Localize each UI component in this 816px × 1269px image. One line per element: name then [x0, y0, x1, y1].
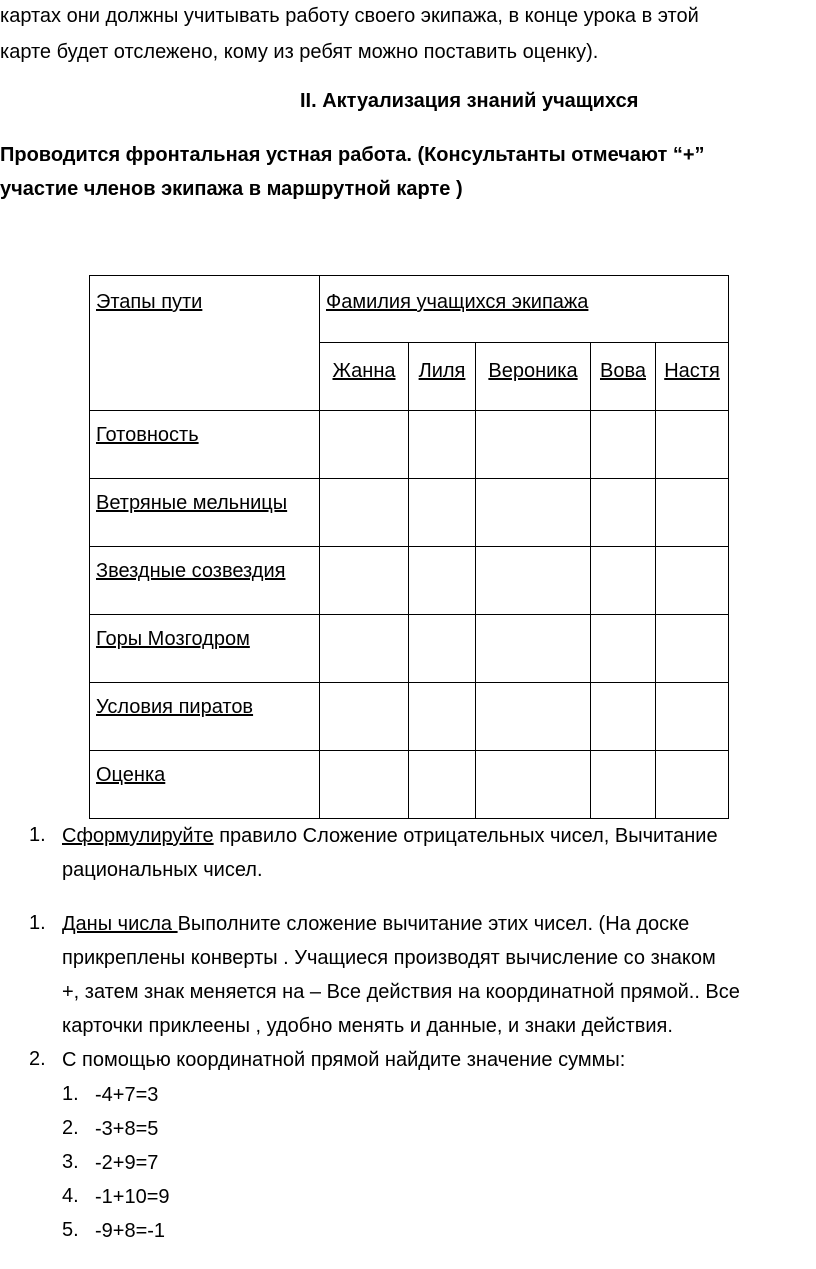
list2-item1-underlined: Даны числа — [62, 913, 178, 935]
mark-cell[interactable] — [656, 479, 729, 547]
mark-cell[interactable] — [476, 683, 591, 751]
stages-header — [90, 276, 320, 411]
sub-item-expression: -2+9=7 — [95, 1152, 159, 1174]
mark-cell[interactable] — [476, 479, 591, 547]
sub-item-number: 4. — [62, 1185, 79, 1207]
sub-item-number: 5. — [62, 1219, 79, 1241]
mark-cell[interactable] — [320, 615, 409, 683]
mark-cell[interactable] — [320, 547, 409, 615]
table-row — [90, 751, 729, 819]
mark-cell[interactable] — [409, 683, 476, 751]
list2-item2-text: С помощью координатной прямой найдите значение суммы: — [62, 1049, 626, 1071]
table-row — [90, 479, 729, 547]
list1-line-1 — [62, 819, 718, 853]
list1-number: 1. — [29, 824, 46, 846]
table-row — [90, 683, 729, 751]
sub-item-expression: -1+10=9 — [95, 1186, 170, 1208]
mark-cell[interactable] — [591, 547, 656, 615]
table-row — [90, 547, 729, 615]
list2-item2-number: 2. — [29, 1048, 46, 1070]
route-map-table — [89, 275, 729, 819]
list1-line-2: рациональных чисел. — [62, 859, 263, 881]
mark-cell[interactable] — [409, 479, 476, 547]
student-header-nastya: Настя — [656, 343, 729, 411]
mark-cell[interactable] — [476, 411, 591, 479]
stage-cell: Условия пиратов — [90, 683, 320, 751]
mark-cell[interactable] — [476, 547, 591, 615]
mark-cell[interactable] — [409, 751, 476, 819]
mark-cell[interactable] — [591, 683, 656, 751]
sub-item-number: 3. — [62, 1151, 79, 1173]
mark-cell[interactable] — [320, 683, 409, 751]
mark-cell[interactable] — [591, 479, 656, 547]
mark-cell[interactable] — [656, 615, 729, 683]
stage-cell: Оценка — [90, 751, 320, 819]
sub-item-expression: -3+8=5 — [95, 1118, 159, 1140]
mark-cell[interactable] — [656, 751, 729, 819]
mark-cell[interactable] — [591, 411, 656, 479]
list1-rest: правило Сложение отрицательных чисел, Вычитание — [213, 825, 718, 847]
stage-cell: Горы Мозгодром — [90, 615, 320, 683]
stage-cell: Звездные созвездия — [90, 547, 320, 615]
mark-cell[interactable] — [476, 751, 591, 819]
mark-cell[interactable] — [320, 479, 409, 547]
list2-item1-line-4: карточки приклеены , удобно менять и данные, и знаки действия. — [62, 1015, 673, 1037]
student-header-veronika: Вероника — [476, 343, 591, 411]
list2-item1-line-2: прикреплены конверты . Учащиеся производят вычисление со знаком — [62, 947, 716, 969]
work-note-line-2: участие членов экипажа в маршрутной карте ) — [0, 178, 463, 200]
mark-cell[interactable] — [320, 411, 409, 479]
table-row — [90, 615, 729, 683]
mark-cell[interactable] — [591, 615, 656, 683]
section-heading: II. Актуализация знаний учащихся — [300, 90, 639, 112]
mark-cell[interactable] — [409, 547, 476, 615]
list2-item1-number: 1. — [29, 912, 46, 934]
work-note-line-1: Проводится фронтальная устная работа. (Консультанты отмечают “+” — [0, 144, 705, 166]
mark-cell[interactable] — [320, 751, 409, 819]
list2-item1-line-1 — [62, 907, 689, 941]
mark-cell[interactable] — [409, 615, 476, 683]
student-header-zhanna: Жанна — [320, 343, 409, 411]
intro-line-1: картах они должны учитывать работу своего экипажа, в конце урока в этой — [0, 5, 699, 27]
student-header-lilya: Лиля — [409, 343, 476, 411]
crew-header-label: Фамилия учащихся экипажа — [326, 291, 589, 313]
sub-item-number: 1. — [62, 1083, 79, 1105]
sub-item-expression: -4+7=3 — [95, 1084, 159, 1106]
mark-cell[interactable] — [656, 683, 729, 751]
list2-item1-line-3: +, затем знак меняется на – Все действия на координатной прямой.. Все — [62, 981, 740, 1003]
mark-cell[interactable] — [476, 615, 591, 683]
student-header-vova: Вова — [591, 343, 656, 411]
sub-item-number: 2. — [62, 1117, 79, 1139]
mark-cell[interactable] — [409, 411, 476, 479]
sub-item-expression: -9+8=-1 — [95, 1220, 166, 1242]
stage-cell: Ветряные мельницы — [90, 479, 320, 547]
mark-cell[interactable] — [591, 751, 656, 819]
stages-header-label: Этапы пути — [96, 291, 203, 313]
list2-item1-rest: Выполните сложение вычитание этих чисел. (На доске — [177, 913, 690, 935]
crew-header — [320, 276, 729, 343]
stage-cell: Готовность — [90, 411, 320, 479]
mark-cell[interactable] — [656, 411, 729, 479]
table-row — [90, 411, 729, 479]
mark-cell[interactable] — [656, 547, 729, 615]
list1-underlined: Сформулируйте — [62, 825, 214, 847]
intro-line-2: карте будет отслежено, кому из ребят можно поставить оценку). — [0, 41, 599, 63]
